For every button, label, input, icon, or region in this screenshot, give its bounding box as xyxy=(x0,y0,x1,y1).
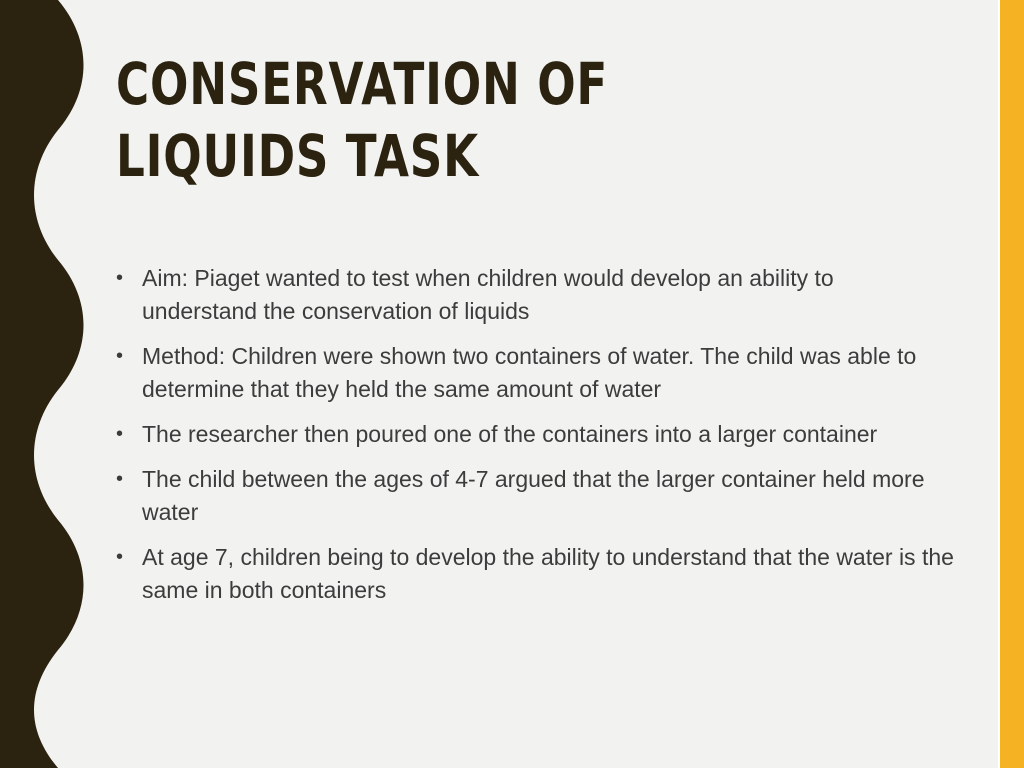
bullet-icon: • xyxy=(116,267,124,289)
wavy-left-band xyxy=(0,0,90,768)
bullet-icon: • xyxy=(116,423,124,445)
bullet-item xyxy=(114,463,954,529)
slide-title: CONSERVATION OF LIQUIDS TASK xyxy=(116,50,609,190)
accent-right-bar xyxy=(1000,0,1024,768)
bullet-item xyxy=(114,262,954,328)
bullet-text: Aim: Piaget wanted to test when children would develop an ability to understand the conservation of liquids xyxy=(142,265,834,324)
bullet-icon: • xyxy=(116,468,124,490)
bullet-text: At age 7, children being to develop the ability to understand that the water is the same in both containers xyxy=(142,544,954,603)
bullet-item xyxy=(114,340,954,406)
bullet-list xyxy=(114,262,954,619)
bullet-item xyxy=(114,418,954,451)
bullet-item xyxy=(114,541,954,607)
bullet-icon: • xyxy=(116,546,124,568)
bullet-icon: • xyxy=(116,345,124,367)
bullet-text: The child between the ages of 4-7 argued that the larger container held more water xyxy=(142,466,925,525)
bullet-text: The researcher then poured one of the containers into a larger container xyxy=(142,421,878,447)
bullet-text: Method: Children were shown two containers of water. The child was able to determine that they held the same amount of water xyxy=(142,343,917,402)
